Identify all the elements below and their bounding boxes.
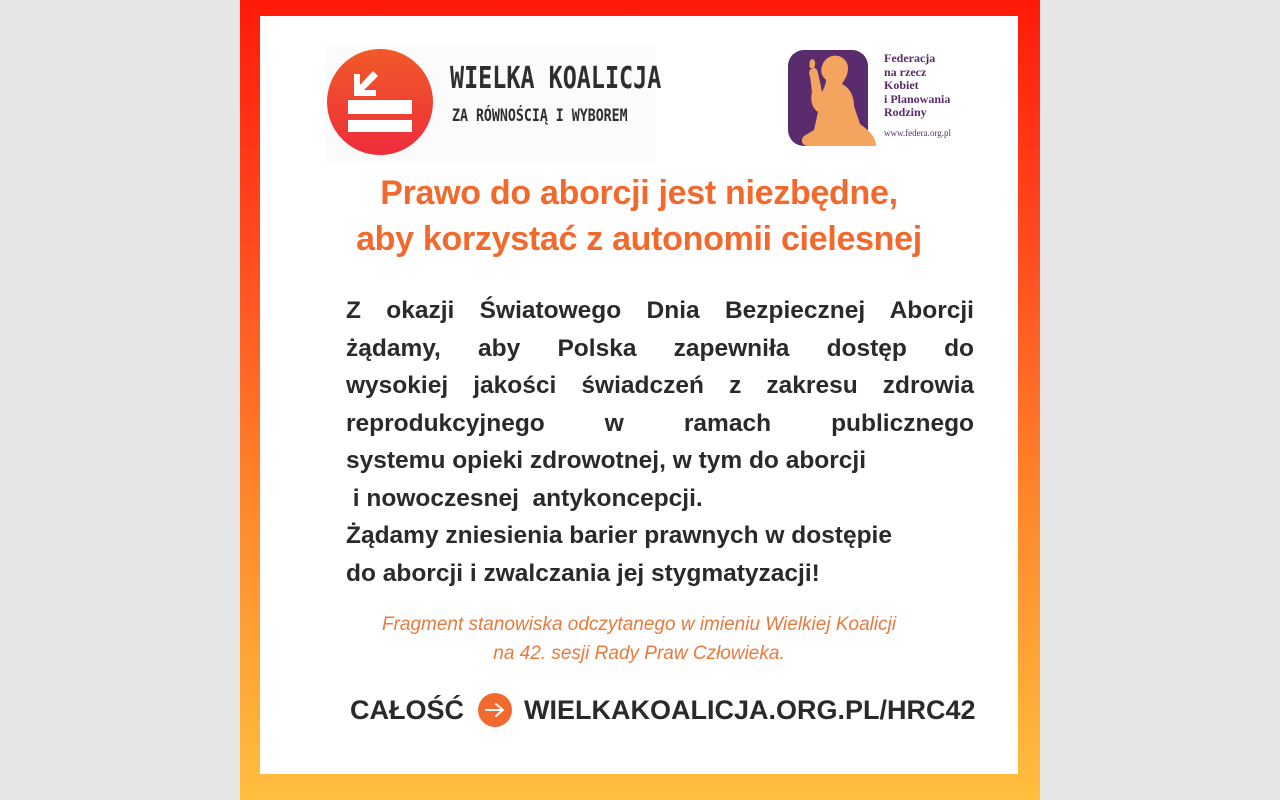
arrow-right-icon (478, 693, 512, 727)
statement-line: żądamy, aby Polska zapewniła dostęp do (346, 334, 974, 362)
statement-line: reprodukcyjnego w ramach publicznego (346, 409, 974, 437)
source-note-line: na 42. sesji Rady Praw Człowieka. (493, 643, 785, 664)
footer-link[interactable] (350, 692, 976, 728)
federacja-name-line: na rzecz (884, 64, 927, 79)
wielka-koalicja-subtitle: ZA RÓWNOŚCIĄ I WYBOREM (452, 106, 628, 126)
statement-body (346, 292, 974, 592)
federacja-url: www.federa.org.pl (884, 128, 951, 138)
federacja-name (884, 52, 950, 120)
source-note-line: Fragment stanowiska odczytanego w imieniu Wielkiej Koalicji (381, 614, 897, 635)
statement-line: systemu opieki zdrowotnej, w tym do aborcji (346, 447, 867, 474)
headline-line: Prawo do aborcji jest niezbędne, (380, 174, 898, 212)
federacja-logo-mark (788, 46, 878, 150)
footer-label: CAŁOŚĆ (350, 694, 464, 725)
wielka-koalicja-logo (326, 44, 662, 164)
statement-line: do aborcji i zwalczania jej stygmatyzacji! (346, 559, 820, 587)
poster-panel (260, 16, 1018, 774)
federacja-name-line: Rodziny (884, 105, 927, 119)
federacja-logo (788, 46, 988, 156)
wielka-koalicja-title: WIELKA KOALICJA (450, 61, 662, 96)
federacja-name-line: i Planowania (884, 91, 951, 106)
source-note (260, 610, 1018, 668)
statement-line: wysokiej jakości świadczeń z zakresu zdrowia (346, 372, 974, 399)
poster (240, 0, 1040, 800)
footer-url[interactable]: WIELKAKOALICJA.ORG.PL/HRC42 (524, 694, 976, 725)
headline-line: aby korzystać z autonomii cielesnej (356, 220, 922, 258)
wielka-koalicja-logo-mark (326, 48, 434, 156)
federacja-name-line: Federacja (884, 51, 936, 65)
headline (260, 170, 1018, 262)
statement-line: Z okazji Światowego Dnia Bezpiecznej Aborcji (346, 297, 974, 324)
federacja-name-line: Kobiet (884, 78, 919, 92)
statement-line: i nowoczesnej antykoncepcji. (346, 484, 703, 512)
statement-line: Żądamy zniesienia barier prawnych w dostępie (346, 522, 892, 549)
